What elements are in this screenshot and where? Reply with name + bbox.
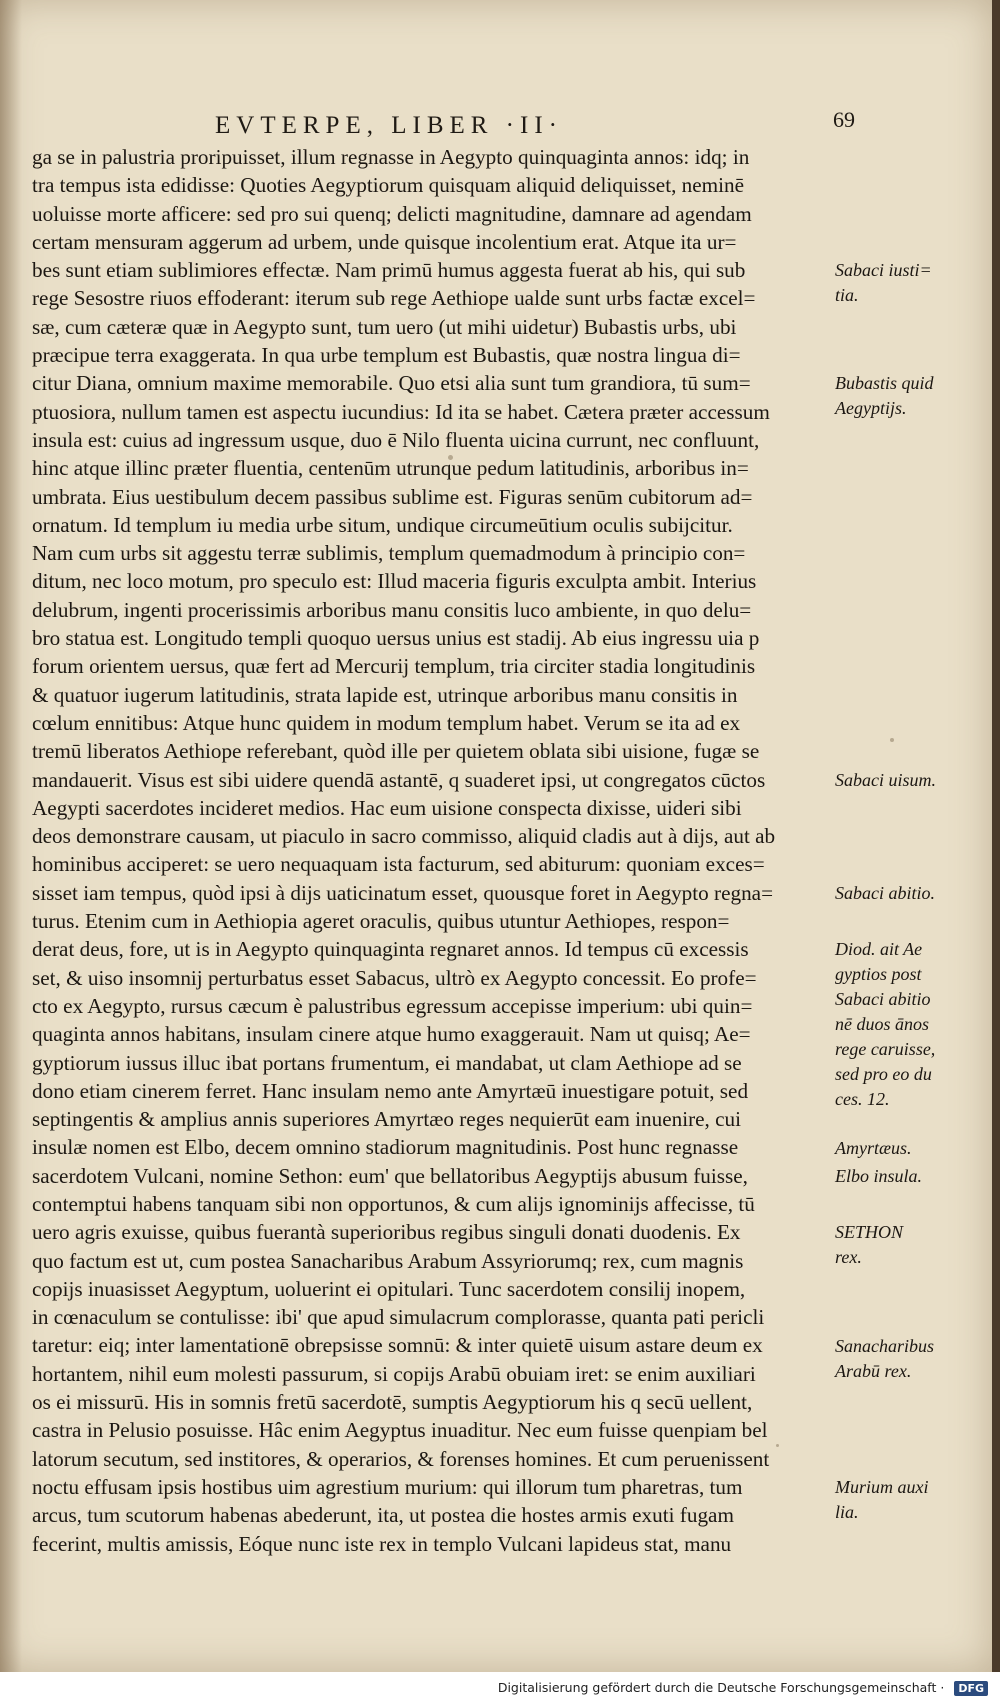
- margin-note-line: sed pro eo du: [835, 1064, 932, 1085]
- text-line: bro statua est. Longitudo templi quoquo uersus unius est stadij. Ab eius ingressu uia p: [32, 626, 760, 651]
- text-line: Nam cum urbs sit aggestu terræ sublimis, templum quemadmodum à principio con=: [32, 541, 746, 566]
- text-line: uoluisse morte afficere: sed pro sui quenq; delicti magnitudine, damnare ad agendam: [32, 201, 752, 226]
- text-line: arcus, tum scutorum habenas abederunt, ita, ut postea die hostes armis exuti fugam: [32, 1503, 734, 1528]
- text-line: umbrata. Eius uestibulum decem passibus sublime est. Figuras senūm cubitorum ad=: [32, 484, 753, 509]
- margin-note-line: Sabaci uisum.: [835, 769, 936, 790]
- margin-note: [835, 768, 935, 793]
- text-line: castra in Pelusio posuisse. Hâc enim Aegyptus inuaditur. Nec eum fuisse quenpiam bel: [32, 1418, 768, 1443]
- text-line: insulæ nomen est Elbo, decem omnino stadiorum magnitudinis. Post hunc regnasse: [32, 1135, 739, 1160]
- text-line: insula est: cuius ad ingressum usque, duo ē Nilo fluenta uicina currunt, nec confluunt,: [32, 427, 760, 452]
- text-line: Aegypti sacerdotes incideret medios. Hac eum uisione conspecta dixisse, uideri sibi: [32, 795, 742, 820]
- margin-note-line: nē duos ānos: [835, 1014, 929, 1035]
- footer-credit-text: Digitalisierung gefördert durch die Deutsche Forschungsgemeinschaft ·: [497, 1680, 945, 1695]
- text-line: cto ex Aegypto, rursus cæcum è palustribus egressum accepisse imperium: ubi quin=: [32, 993, 753, 1018]
- text-line: gyptiorum iussus illuc ibat portans frumentum, ei mandabat, ut clam Aethiope ad se: [32, 1050, 742, 1075]
- margin-note: [835, 371, 935, 421]
- text-line: certam mensuram aggerum ad urbem, unde quisque incolentium erat. Atque ita ur=: [32, 229, 737, 254]
- text-line: turus. Etenim cum in Aethiopia ageret oraculis, quibus utuntur Aethiopes, respon=: [32, 909, 730, 934]
- text-line: sacerdotem Vulcani, nomine Sethon: eum' que bellatoribus Aegyptijs abusum fuisse,: [32, 1163, 748, 1188]
- margin-note: [835, 1334, 935, 1384]
- paper-stain: [776, 1444, 779, 1447]
- text-line: ptuosiora, nullum tamen est aspectu iucundius: Id ita se habet. Cætera præter accessum: [32, 399, 770, 424]
- text-line: mandauerit. Visus est sibi uidere quendā astantē, q suaderet ipsi, ut congregatos cūctos: [32, 767, 766, 792]
- margin-note-line: rex.: [835, 1247, 862, 1268]
- text-line: taretur: eiq; inter lamentationē obrepsisse somnū: & inter quietē uisum astare deum ex: [32, 1333, 763, 1358]
- text-line: tra tempus ista edidisse: Quoties Aegyptiorum quisquam aliquid deliquisset, neminē: [32, 173, 745, 198]
- text-line: derat deus, fore, ut is in Aegypto quinquaginta regnaret annos. Id tempus cū excessis: [32, 937, 749, 962]
- text-line: in cœnaculum se contulisse: ibi' que apud simulacrum complorasse, quanta pati pericli: [32, 1305, 765, 1330]
- text-line: & quatuor iugerum latitudinis, strata lapide est, utrinque arboribus manu consitis in: [32, 682, 738, 707]
- margin-note-line: Elbo insula.: [835, 1165, 923, 1186]
- margin-note-line: ces. 12.: [835, 1089, 890, 1110]
- margin-note-line: Diod. ait Ae: [835, 939, 923, 960]
- margin-note-line: lia.: [835, 1502, 859, 1523]
- paper-stain: [448, 455, 453, 460]
- text-line: noctu effusam ipsis hostibus uim agrestium murium: qui illorum tum pharetras, tum: [32, 1474, 743, 1499]
- text-line: sisset iam tempus, quòd ipsi à dijs uaticinatum esset, quousque foret in Aegypto regna=: [32, 880, 774, 905]
- text-line: latorum secutum, sed institores, & operarios, & forenses homines. Et cum peruenissent: [32, 1446, 770, 1471]
- text-line: bes sunt etiam sublimiores effectæ. Nam primū humus aggesta fuerat ab his, qui sub: [32, 258, 746, 283]
- margin-note: [835, 258, 935, 308]
- text-line: tremū liberatos Aethiope referebant, quòd ille per quietem oblata sibi uisione, fugæ se: [32, 739, 760, 764]
- running-head: EVTERPE, LIBER ·II·: [215, 112, 563, 139]
- margin-note-line: SETHON: [835, 1222, 904, 1243]
- margin-note: [835, 1220, 935, 1270]
- page-number: 69: [833, 107, 855, 132]
- text-line: hominibus acciperet: se uero nequaquam ista facturum, sed abiturum: quoniam exces=: [32, 852, 765, 877]
- margin-note: [835, 937, 935, 1112]
- text-line: set, & uiso insomnij perturbatus esset Sabacus, ultrò ex Aegypto concessit. Eo profe=: [32, 965, 757, 990]
- margin-note-line: Sanacharibus: [835, 1335, 934, 1356]
- margin-note-line: Sabaci abitio: [835, 989, 931, 1010]
- margin-note: [835, 1475, 935, 1525]
- text-line: sæ, cum cæteræ quæ in Aegypto sunt, tum uero (ut mihi uidetur) Bubastis urbs, ubi: [32, 314, 737, 339]
- margin-note-line: Aegyptijs.: [835, 398, 907, 419]
- margin-note-line: tia.: [835, 285, 859, 306]
- main-text-block: [32, 143, 830, 1558]
- text-line: uero agris exuisse, quibus fuerantà superioribus regibus singuli donati duodenis. Ex: [32, 1220, 741, 1245]
- text-line: cœlum ennitibus: Atque hunc quidem in modum templum habet. Verum se ita ad ex: [32, 710, 741, 735]
- margin-note-line: Sabaci iusti=: [835, 260, 932, 281]
- paper-stain: [890, 738, 894, 742]
- text-line: contemptui habens tanquam sibi non opportunos, & cum alijs ignominijs affecisse, tū: [32, 1191, 755, 1216]
- margin-note-line: Amyrtæus.: [835, 1137, 912, 1158]
- text-line: hinc atque illinc præter fluentia, centenūm utrunque pedum latitudinis, arboribus in=: [32, 456, 749, 481]
- text-line: forum orientem uersus, quæ fert ad Mercurij templum, tria circiter stadia longitudinis: [32, 654, 756, 679]
- text-line: citur Diana, omnium maxime memorabile. Quo etsi alia sunt tum grandiora, tū sum=: [32, 371, 751, 396]
- text-line: delubrum, ingenti procerissimis arboribus manu consitis luco ambiente, in quo delu=: [32, 597, 752, 622]
- text-line: copijs inuasisset Aegyptum, uoluerint ei opitulari. Tunc sacerdotem consilij inopem,: [32, 1276, 746, 1301]
- text-line: rege Sesostre riuos effoderant: iterum sub rege Aethiope ualde sunt urbs factæ excel=: [32, 286, 756, 311]
- text-line: deos demonstrare causam, ut piaculo in sacro commisso, aliquid cladis aut à dijs, aut ab: [32, 824, 776, 849]
- margin-note: [835, 881, 935, 906]
- text-line: hortantem, nihil eum molesti passurum, si copijs Arabū obuiam iret: se enim auxiliari: [32, 1361, 756, 1386]
- dfg-logo: DFG: [954, 1681, 988, 1696]
- text-line: quo factum est ut, cum postea Sanacharibus Arabum Assyriorumq; rex, cum magnis: [32, 1248, 744, 1273]
- text-line: fecerint, multis amissis, Eóque nunc iste rex in templo Vulcani lapideus stat, manu: [32, 1531, 732, 1556]
- text-line: os ei missurū. His in somnis fretū sacerdotē, sumptis Aegyptiorum his q secū uellent,: [32, 1390, 753, 1415]
- text-line: ditum, nec loco motum, pro speculo est: Illud maceria figuris exculpta ambit. Interius: [32, 569, 757, 594]
- margin-note-line: Sabaci abitio.: [835, 882, 935, 903]
- text-line: quaginta annos habitans, insulam cinere atque humo exaggerauit. Nam ut quisq; Ae=: [32, 1022, 751, 1047]
- margin-note-line: Murium auxi: [835, 1477, 929, 1498]
- margin-note: [835, 1164, 935, 1189]
- margin-note-line: Bubastis quid: [835, 373, 934, 394]
- margin-note-line: rege caruisse,: [835, 1039, 936, 1060]
- text-line: dono etiam cinerem ferret. Hanc insulam nemo ante Amyrtæū inuestigare potuit, sed: [32, 1078, 749, 1103]
- footer-credit: [498, 1680, 988, 1696]
- text-line: ornatum. Id templum iu media urbe situm, undique circumeūtium oculis subijcitur.: [32, 512, 733, 537]
- margin-note-line: Arabū rex.: [835, 1360, 912, 1381]
- text-line: ga se in palustria proripuisset, illum regnasse in Aegypto quinquaginta annos: idq; in: [32, 145, 750, 169]
- margin-note-line: gyptios post: [835, 964, 922, 985]
- margin-note: [835, 1136, 935, 1161]
- digitization-footer: [0, 1672, 1000, 1705]
- text-line: septingentis & amplius annis superiores Amyrtæo reges nequierūt eam inuenire, cui: [32, 1107, 742, 1132]
- text-line: præcipue terra exaggerata. In qua urbe templum est Bubastis, quæ nostra lingua di=: [32, 343, 741, 368]
